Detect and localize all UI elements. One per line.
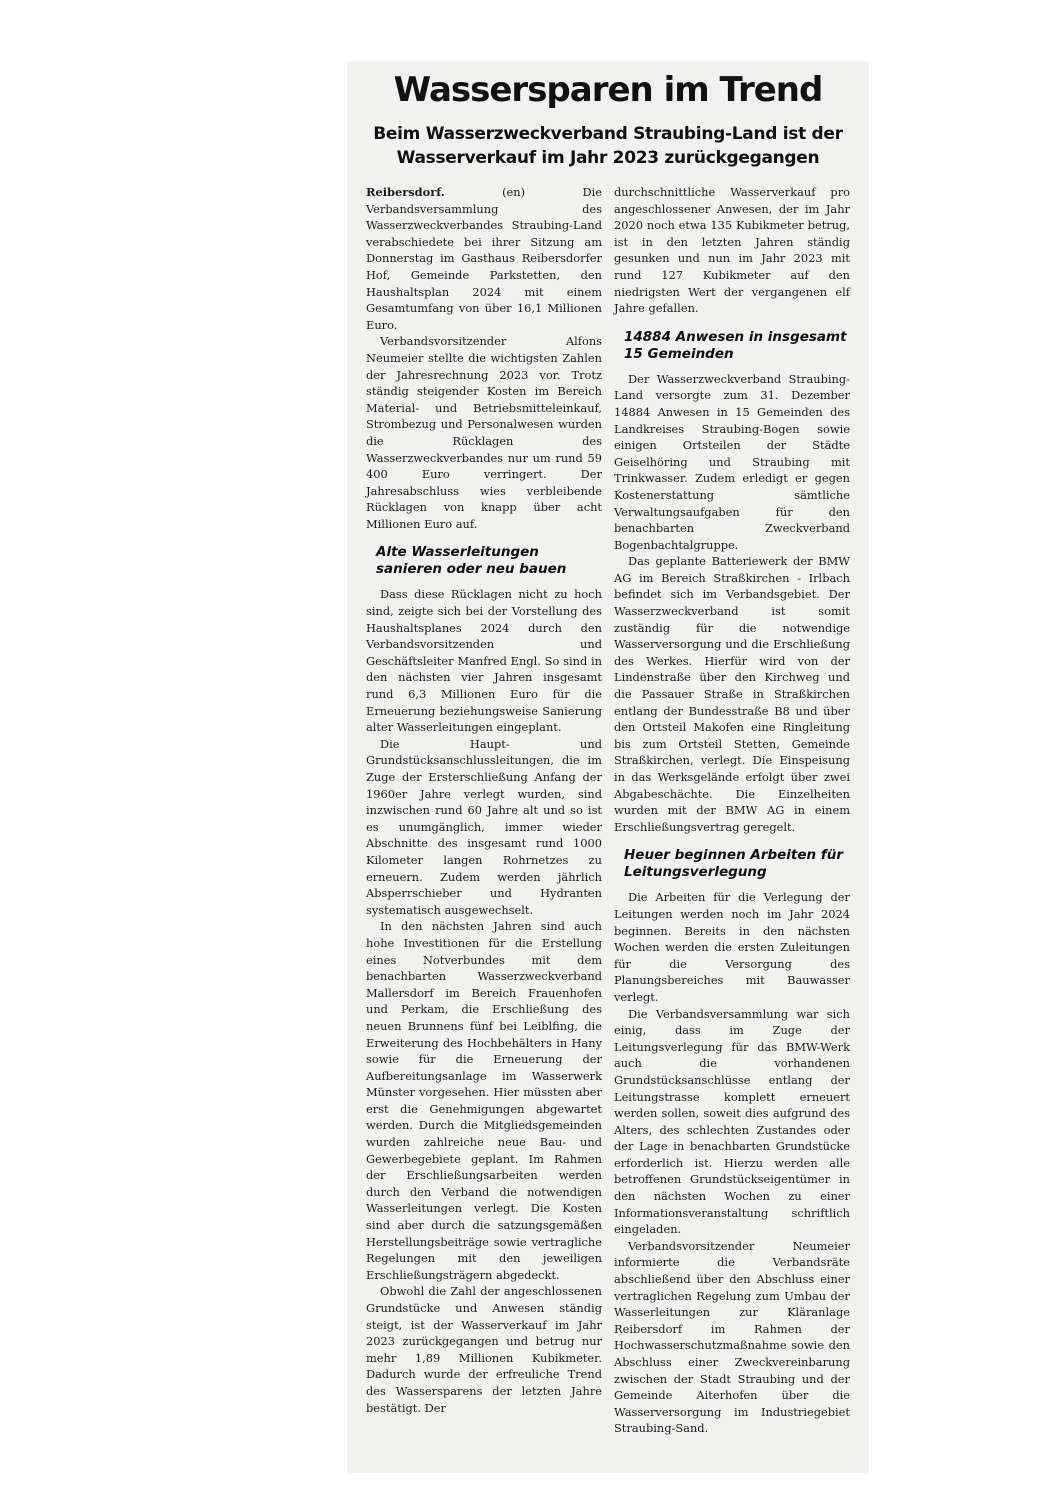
article-paragraph	[366, 184, 602, 333]
article-headline: Wassersparen im Trend	[393, 70, 823, 110]
article-paragraph: durchschnittliche Wasserverkauf pro angeschlossener Anwesen, der im Jahr 2020 noch etwa 135 Kubikmeter betrug, ist in den letzten Jahren ständig gesunken und nun im Jahr 2023 mit rund 127 Kubikmeter auf den niedrigsten Wert der vergangenen elf Jahre gefallen.	[614, 185, 850, 316]
article-crosshead: Heuer beginnen Arbeiten für Leitungsverlegung	[624, 847, 843, 881]
article-paragraph: Die Verbandsversammlung war sich einig, dass im Zuge der Leitungsverlegung für das BMW-Werk auch die vorhandenen Grundstücksanschlüsse entlang der Leitungstrasse komplett erneuert werden sollen, soweit dies aufgrund des Alters, des schlechten Zustandes oder der Lage in benachbarten Grundstücke erforderlich ist. Hierzu werden alle betroffenen Grundstückseigentümer in den nächsten Wochen zu einer Informationsveranstaltung schriftlich eingeladen.	[614, 1006, 850, 1237]
article-paragraph: Obwohl die Zahl der angeschlossenen Grundstücke und Anwesen ständig steigt, ist der Wasserverkauf im Jahr 2023 zurückgegangen und betrug nur mehr 1,89 Millionen Kubikmeter. Dadurch wurde der erfreuliche Trend des Wassersparens der letzten Jahre bestätigt. Der	[366, 1284, 602, 1415]
article-paragraph: Verbandsvorsitzender Alfons Neumeier stellte die wichtigsten Zahlen der Jahresrechnung 2023 vor. Trotz ständig steigender Kosten im Bereich Material- und Betriebsmitteleinkauf, Strombezug und Personalwesen wurden die Rücklagen des Wasserzweckverbandes nur um rund 59 400 Euro verringert. Der Jahresabschluss wies verbleibende Rücklagen von knapp über acht Millionen Euro auf.	[366, 334, 602, 531]
article-paragraph: Dass diese Rücklagen nicht zu hoch sind, zeigte sich bei der Vorstellung des Haushaltsplanes 2024 durch den Verbandsvorsitzenden und Geschäftsleiter Manfred Engl. So sind in den nächsten vier Jahren insgesamt rund 6,3 Millionen Euro für die Erneuerung beziehungsweise Sanierung alter Wasserleitungen eingeplant.	[366, 587, 602, 735]
article-paragraph: In den nächsten Jahren sind auch hohe Investitionen für die Erstellung eines Notverbundes mit dem benachbarten Wasserzweckverband Mallersdorf im Bereich Frauenhofen und Perkam, die Erschließung des neuen Brunnens fünf bei Leiblfing, die Erweiterung des Hochbehälters in Hany sowie für die Erneuerung der Aufbereitungsanlage im Wasserwerk Münster vorgesehen. Hier müssten aber erst die Genehmigungen abgewartet werden. Durch die Mitgliedsgemeinden wurden zahlreiche neue Bau- und Gewerbegebiete geplant. Im Rahmen der Erschließungsarbeiten werden durch den Verband die notwendigen Wasserleitungen verlegt. Die Kosten sind aber durch die satzungsgemäßen Herstellungsbeiträge sowie vertragliche Regelungen mit den jeweiligen Erschließungsträgern abgedeckt.	[366, 919, 602, 1282]
article-paragraph-text: (en) Die Verbandsversammlung des Wasserzweckverbandes Straubing-Land verabschiedete bei ihrer Sitzung am Donnerstag im Gasthaus Reibersdorfer Hof, Gemeinde Parkstetten, den Haushaltsplan 2024 mit einem Gesamtumfang von über 16,1 Millionen Euro.	[366, 185, 602, 332]
newspaper-clipping	[348, 62, 868, 1472]
article-column-left	[366, 184, 602, 1416]
article-paragraph: Der Wasserzweckverband Straubing-Land versorgte zum 31. Dezember 14884 Anwesen in 15 Gemeinden des Landkreises Straubing-Bogen sowie einigen Ortsteilen der Städte Geiselhöring und Straubing mit Trinkwasser. Zudem erledigt er gegen Kostenerstattung sämtliche Verwaltungsaufgaben für den benachbarten Zweckverband Bogenbachtalgruppe.	[614, 371, 850, 552]
article-crosshead: Alte Wasserleitungen sanieren oder neu bauen	[376, 544, 567, 578]
article-subheadline: Beim Wasserzweckverband Straubing-Land ist der Wasserverkauf im Jahr 2023 zurückgegangen	[373, 124, 843, 168]
article-dateline: Reibersdorf.	[366, 185, 445, 199]
article-paragraph: Das geplante Batteriewerk der BMW AG im Bereich Straßkirchen - Irlbach befindet sich im Verbandsgebiet. Der Wasserzweckverband ist somit zuständig für die notwendige Wasserversorgung und die Erschließung des Werkes. Hierfür wird von der Lindenstraße über den Kirchweg und die Passauer Straße in Straßkirchen entlang der Bundesstraße B8 und über den Ortsteil Makofen eine Ringleitung bis zum Ortsteil Stetten, Gemeinde Straßkirchen, verlegt. Die Einspeisung in das Werksgelände erfolgt über zwei Abgabeschächte. Die Einzelheiten wurden mit der BMW AG in einem Erschließungsvertrag geregelt.	[614, 554, 850, 834]
article-paragraph: Die Arbeiten für die Verlegung der Leitungen werden noch im Jahr 2024 beginnen. Bereits in den nächsten Wochen werden die ersten Zuleitungen für die Versorgung des Planungsbereiches mit Bauwasser verlegt.	[614, 890, 850, 1004]
article-crosshead: 14884 Anwesen in insgesamt 15 Gemeinden	[624, 328, 847, 362]
article-paragraph: Verbandsvorsitzender Neumeier informierte die Verbandsräte abschließend über den Abschluss einer vertraglichen Regelung zum Umbau der Wasserleitungen zur Kläranlage Reibersdorf im Rahmen der Hochwasserschutzmaßnahme sowie den Abschluss einer Zweckvereinbarung zwischen der Stadt Straubing und der Gemeinde Aiterhofen über die Wasserversorgung im Industriegebiet Straubing-Sand.	[614, 1238, 850, 1436]
article-column-right	[614, 184, 850, 1437]
article-paragraph: Die Haupt- und Grundstücksanschlussleitungen, die im Zuge der Ersterschließung Anfang der 1960er Jahre verlegt wurden, sind inzwischen rund 60 Jahre alt und so ist es unumgänglich, immer wieder Abschnitte des insgesamt rund 1000 Kilometer langen Rohrnetzes zu erneuern. Zudem werden jährlich Absperrschieber und Hydranten systematisch ausgewechselt.	[366, 736, 602, 917]
